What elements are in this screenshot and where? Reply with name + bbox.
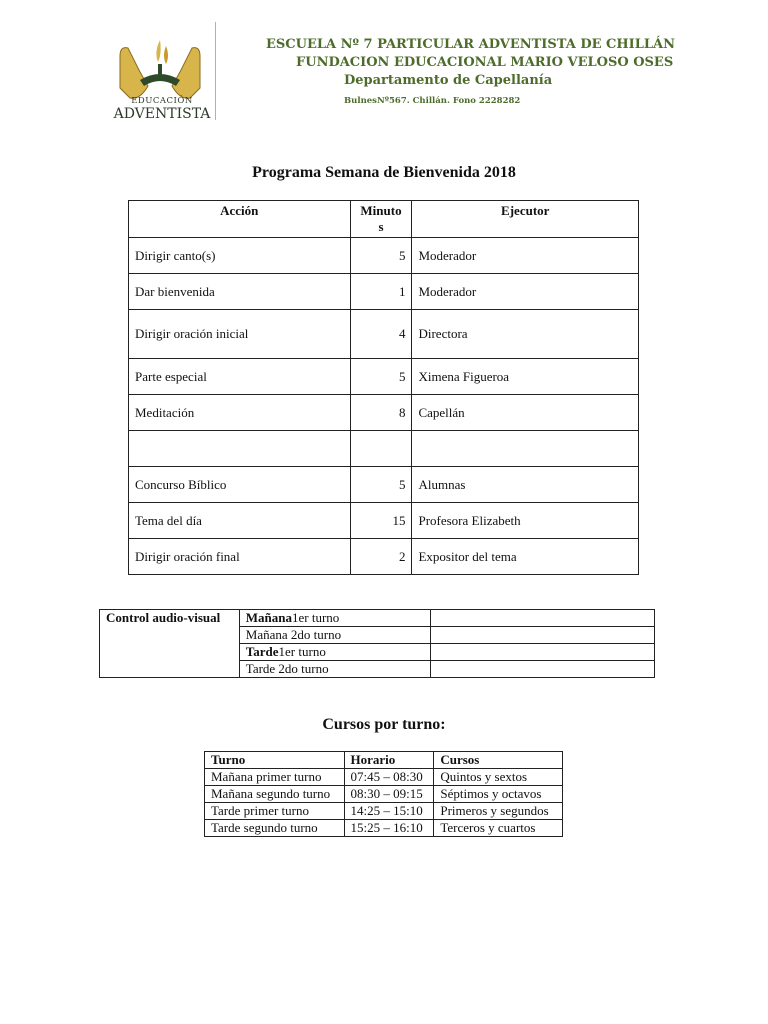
minutes-cell: 4 bbox=[350, 310, 412, 359]
turno-cell: Mañana segundo turno bbox=[205, 786, 345, 803]
column-header-cursos: Cursos bbox=[434, 752, 563, 769]
cursos-cell: Terceros y cuartos bbox=[434, 820, 563, 837]
table-row bbox=[205, 786, 563, 803]
shift-rest: 1er turno bbox=[278, 644, 326, 659]
column-header-horario: Horario bbox=[344, 752, 434, 769]
audio-visual-table bbox=[99, 609, 655, 678]
shift-cell bbox=[239, 627, 431, 644]
table-row bbox=[205, 769, 563, 786]
accion-cell: Meditación bbox=[129, 395, 351, 431]
column-header-ejecutor: Ejecutor bbox=[412, 201, 639, 238]
horario-cell: 07:45 – 08:30 bbox=[344, 769, 434, 786]
shift-rest: Mañana 2do turno bbox=[245, 627, 342, 642]
header-divider bbox=[215, 22, 216, 120]
minutes-cell bbox=[350, 431, 412, 467]
minutes-cell: 2 bbox=[350, 539, 412, 575]
table-header-row bbox=[205, 752, 563, 769]
minutes-cell: 5 bbox=[350, 467, 412, 503]
table-row bbox=[129, 359, 639, 395]
table-row bbox=[129, 274, 639, 310]
table-row bbox=[129, 467, 639, 503]
logo-text-large: ADVENTISTA bbox=[113, 106, 211, 122]
table-row bbox=[129, 238, 639, 274]
foundation-name: FUNDACION EDUCACIONAL MARIO VELOSO OSES bbox=[296, 55, 674, 70]
shift-bold: Tarde bbox=[245, 644, 279, 659]
shift-cell bbox=[239, 661, 431, 678]
courses-title: Cursos por turno: bbox=[322, 716, 446, 733]
ejecutor-cell: Ximena Figueroa bbox=[412, 359, 639, 395]
table-row bbox=[129, 395, 639, 431]
table-row bbox=[129, 431, 639, 467]
table-row bbox=[129, 503, 639, 539]
accion-cell: Tema del día bbox=[129, 503, 351, 539]
column-header-turno: Turno bbox=[205, 752, 345, 769]
table-row bbox=[205, 820, 563, 837]
ejecutor-cell: Moderador bbox=[412, 238, 639, 274]
accion-cell: Dirigir canto(s) bbox=[129, 238, 351, 274]
accion-cell: Dar bienvenida bbox=[129, 274, 351, 310]
column-header-minutos: Minuto s bbox=[350, 201, 412, 238]
ejecutor-cell: Directora bbox=[412, 310, 639, 359]
minutes-cell: 15 bbox=[350, 503, 412, 539]
department-name: Departamento de Capellanía bbox=[344, 73, 553, 88]
cursos-cell: Quintos y sextos bbox=[434, 769, 563, 786]
ejecutor-cell bbox=[412, 431, 639, 467]
turno-cell: Tarde segundo turno bbox=[205, 820, 345, 837]
shift-cell bbox=[239, 644, 431, 661]
cursos-cell: Primeros y segundos bbox=[434, 803, 563, 820]
turno-cell: Tarde primer turno bbox=[205, 803, 345, 820]
table-row bbox=[100, 610, 655, 627]
audio-visual-label: Control audio-visual bbox=[100, 610, 240, 678]
table-row bbox=[129, 310, 639, 359]
accion-cell: Concurso Bíblico bbox=[129, 467, 351, 503]
cursos-cell: Séptimos y octavos bbox=[434, 786, 563, 803]
column-header-accion: Acción bbox=[129, 201, 351, 238]
school-name: ESCUELA Nº 7 PARTICULAR ADVENTISTA DE CHILLÁN bbox=[266, 37, 676, 52]
horario-cell: 08:30 – 09:15 bbox=[344, 786, 434, 803]
ejecutor-cell: Capellán bbox=[412, 395, 639, 431]
assignee-cell bbox=[431, 610, 655, 627]
courses-table bbox=[204, 751, 563, 837]
accion-cell bbox=[129, 431, 351, 467]
ejecutor-cell: Expositor del tema bbox=[412, 539, 639, 575]
ejecutor-cell: Alumnas bbox=[412, 467, 639, 503]
accion-cell: Parte especial bbox=[129, 359, 351, 395]
minutes-cell: 1 bbox=[350, 274, 412, 310]
accion-cell: Dirigir oración final bbox=[129, 539, 351, 575]
ejecutor-cell: Profesora Elizabeth bbox=[412, 503, 639, 539]
logo-text-small: EDUCACIÓN bbox=[131, 96, 193, 106]
turno-cell: Mañana primer turno bbox=[205, 769, 345, 786]
horario-cell: 14:25 – 15:10 bbox=[344, 803, 434, 820]
assignee-cell bbox=[431, 661, 655, 678]
accion-cell: Dirigir oración inicial bbox=[129, 310, 351, 359]
assignee-cell bbox=[431, 627, 655, 644]
shift-rest: Tarde 2do turno bbox=[245, 661, 329, 676]
table-header-row bbox=[129, 201, 639, 238]
minutes-cell: 8 bbox=[350, 395, 412, 431]
program-table bbox=[128, 200, 639, 575]
table-row bbox=[129, 539, 639, 575]
shift-rest: 1er turno bbox=[292, 610, 340, 625]
program-title: Programa Semana de Bienvenida 2018 bbox=[252, 164, 516, 181]
table-row bbox=[205, 803, 563, 820]
address-line: BulnesNº567. Chillán. Fono 2228282 bbox=[344, 96, 521, 106]
shift-bold: Mañana bbox=[245, 610, 293, 625]
minutes-cell: 5 bbox=[350, 359, 412, 395]
assignee-cell bbox=[431, 644, 655, 661]
ejecutor-cell: Moderador bbox=[412, 274, 639, 310]
shift-cell bbox=[239, 610, 431, 627]
horario-cell: 15:25 – 16:10 bbox=[344, 820, 434, 837]
minutes-cell: 5 bbox=[350, 238, 412, 274]
